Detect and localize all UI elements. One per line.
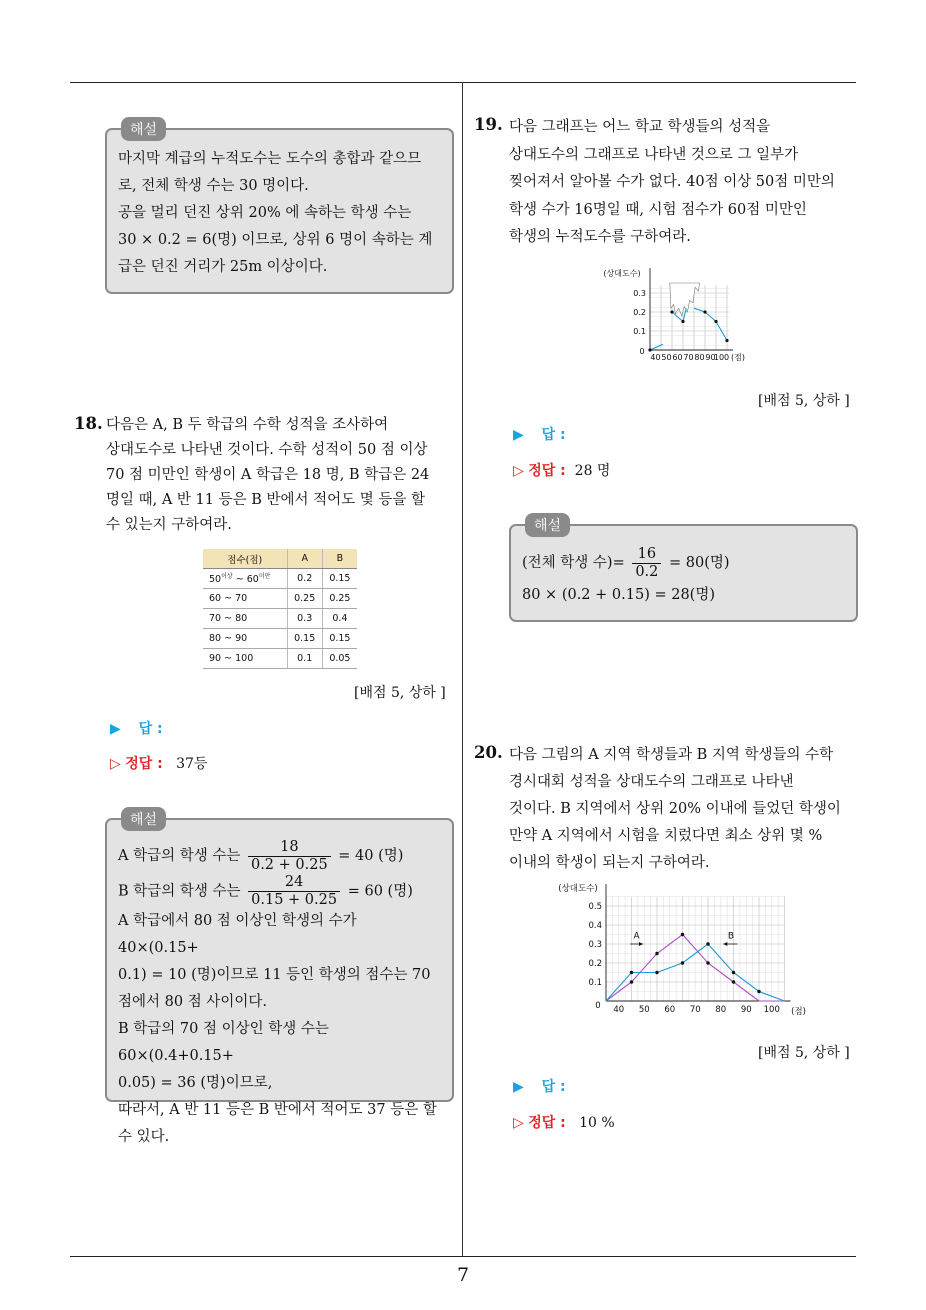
question-line: 학생 수가 16명일 때, 시험 점수가 60점 미만인 xyxy=(509,201,807,218)
relative-frequency-table xyxy=(203,549,357,669)
series-B-point xyxy=(732,971,735,974)
question-18-number: 18. xyxy=(74,414,103,433)
x-tick-label: 50 xyxy=(638,1005,650,1015)
play-icon: ▶ xyxy=(513,427,524,443)
score-range-cell: 70 ~ 80 xyxy=(203,609,287,629)
open-triangle-icon: ▷ xyxy=(513,1115,524,1131)
question-19-text xyxy=(509,114,859,252)
torn-paper-area xyxy=(670,283,700,316)
x-tick-label: 70 xyxy=(689,1005,701,1015)
explanation-line: 따라서, A 반 11 등은 B 반에서 적어도 37 등은 할 xyxy=(118,1102,437,1118)
correct-label: 정답 : xyxy=(528,1115,566,1131)
explanation-line: 0.05) = 36 (명)이므로, xyxy=(118,1075,273,1091)
question-line: 명일 때, A 반 11 등은 B 반에서 적어도 몇 등을 할 xyxy=(106,492,425,508)
question-line: 찢어져서 알아볼 수가 없다. 40점 이상 50점 미만의 xyxy=(509,174,835,190)
y-axis-label: (상대도수) xyxy=(558,884,598,894)
play-icon: ▶ xyxy=(513,1079,524,1095)
x-tick-label: 60 xyxy=(664,1005,676,1015)
top-explanation-box xyxy=(105,122,454,294)
x-tick-label: 60 xyxy=(672,353,683,362)
question-19-score: [배점 5, 상하 ] xyxy=(758,393,850,409)
table-row xyxy=(203,609,357,629)
question-line: 것이다. B 지역에서 상위 20% 이내에 들었던 학생이 xyxy=(509,801,841,817)
table-header: 점수(점) xyxy=(203,549,287,569)
data-point xyxy=(703,310,706,313)
score-range-cell: 60 ~ 70 xyxy=(203,589,287,609)
explanation-line: 급은 던진 거리가 25m 이상이다. xyxy=(118,259,328,275)
b-value-cell: 0.05 xyxy=(322,649,357,669)
correct-value: 10 % xyxy=(579,1115,615,1131)
y-tick-label: 0.2 xyxy=(588,959,602,969)
fraction: $\frac{16}{0.2}$ xyxy=(632,546,661,581)
open-triangle-icon: ▷ xyxy=(110,756,121,772)
series-a-label: A xyxy=(633,931,640,942)
torn-relative-frequency-chart xyxy=(595,262,780,368)
correct-value: 28 명 xyxy=(574,463,611,479)
fraction: $\frac{18}{0.2 + 0.25}$ xyxy=(248,839,331,874)
explanation-tag: 해설 xyxy=(121,807,166,831)
origin-label: 0 xyxy=(639,347,645,356)
answer-label: 답 : xyxy=(541,1079,566,1095)
y-tick-label: 0.3 xyxy=(588,940,602,950)
two-region-relative-frequency-chart xyxy=(548,880,820,1020)
correct-label: 정답 : xyxy=(528,463,566,479)
series-B-point xyxy=(681,961,684,964)
explanation-body xyxy=(522,544,845,609)
x-axis-unit: (점) xyxy=(791,1007,806,1017)
x-tick-label: 50 xyxy=(661,353,672,362)
series-B-point xyxy=(630,971,633,974)
page-number: 7 xyxy=(456,1264,470,1286)
open-triangle-icon: ▷ xyxy=(513,463,524,479)
explanation-line: 점에서 80 점 사이이다. xyxy=(118,994,267,1010)
table-row xyxy=(203,649,357,669)
question-20-number: 20. xyxy=(474,743,503,762)
x-tick-label: 90 xyxy=(740,1005,752,1015)
explanation-line: 0.1) = 10 (명)이므로 11 등인 학생의 점수는 70 xyxy=(118,967,431,983)
y-tick-label: 0.5 xyxy=(588,902,602,912)
table-row xyxy=(203,589,357,609)
x-tick-label: 80 xyxy=(715,1005,727,1015)
y-tick-label: 0.2 xyxy=(633,308,646,317)
explanation-line: 공을 멀리 던진 상위 20% 에 속하는 학생 수는 xyxy=(118,205,412,221)
question-18-text xyxy=(106,413,456,538)
b-value-cell: 0.25 xyxy=(322,589,357,609)
score-range-cell: 90 ~ 100 xyxy=(203,649,287,669)
x-axis-unit: (점) xyxy=(731,353,745,362)
explanation-line: 30 × 0.2 = 6(명) 이므로, 상위 6 명이 속하는 계 xyxy=(118,232,433,248)
series-b-label: B xyxy=(727,931,735,942)
table-header: A xyxy=(287,549,322,569)
question-20-answer xyxy=(513,1076,566,1096)
column-divider xyxy=(462,82,463,1256)
question-line: 학생의 누적도수를 구하여라. xyxy=(509,229,691,245)
question-line: 만약 A 지역에서 시험을 치렀다면 최소 상위 몇 % xyxy=(509,828,823,844)
explanation-body xyxy=(118,146,441,281)
question-19-correct xyxy=(513,460,610,480)
question-19-answer xyxy=(513,424,566,444)
x-tick-label: 80 xyxy=(694,353,705,362)
table-row xyxy=(203,629,357,649)
score-range-cell: 80 ~ 90 xyxy=(203,629,287,649)
explanation-line: A 학급에서 80 점 이상인 학생의 수가 40×(0.15+ xyxy=(118,913,357,956)
explanation-tag: 해설 xyxy=(121,117,166,141)
y-axis-label: (상대도수) xyxy=(603,269,641,278)
series-a-arrow-head xyxy=(639,942,643,946)
question-20-score: [배점 5, 상하 ] xyxy=(758,1045,850,1061)
play-icon: ▶ xyxy=(110,721,121,737)
question-line: 상대도수의 그래프로 나타낸 것으로 그 일부가 xyxy=(509,146,799,163)
explanation-body xyxy=(118,838,441,1151)
question-line: 이내의 학생이 되는지 구하여라. xyxy=(509,855,710,871)
x-tick-label: 100 xyxy=(713,353,730,362)
table-header: B xyxy=(322,549,357,569)
question-20-text xyxy=(509,742,864,877)
series-line xyxy=(694,308,705,312)
x-tick-label: 40 xyxy=(650,353,661,362)
y-tick-label: 0.1 xyxy=(588,978,602,988)
series-A-point xyxy=(630,980,633,983)
a-value-cell: 0.15 xyxy=(287,629,322,649)
explanation-line: 수 있다. xyxy=(118,1129,170,1145)
a-value-cell: 0.25 xyxy=(287,589,322,609)
series-A-point xyxy=(732,980,735,983)
y-tick-label: 0.3 xyxy=(633,289,646,298)
question-line: 다음 그래프는 어느 학교 학생들의 성적을 xyxy=(509,119,771,135)
series-B-point xyxy=(655,971,658,974)
series-B-point xyxy=(706,942,709,945)
series-A-point xyxy=(681,933,684,936)
b-value-cell: 0.4 xyxy=(322,609,357,629)
answer-label: 답 : xyxy=(138,721,163,737)
question-18-correct xyxy=(110,753,207,773)
explanation-line: B 학급의 학생 수는 $\frac{24}{0.15 + 0.25}$ = 60 (명) xyxy=(118,874,413,908)
data-point xyxy=(714,320,717,323)
score-range-cell: $50^{이상}$ ~ $60^{미만}$ xyxy=(203,569,287,589)
explanation-line: B 학급의 70 점 이상인 학생 수는 60×(0.4+0.15+ xyxy=(118,1021,329,1064)
series-B-point xyxy=(757,990,760,993)
series-A-point xyxy=(655,952,658,955)
answer-label: 답 : xyxy=(541,427,566,443)
question-18-score: [배점 5, 상하 ] xyxy=(354,685,446,701)
series-A-point xyxy=(706,961,709,964)
a-value-cell: 0.1 xyxy=(287,649,322,669)
explanation-line: (전체 학생 수)= $\frac{16}{0.2}$ = 80(명) xyxy=(522,545,730,580)
question-19-number: 19. xyxy=(474,115,503,134)
data-point xyxy=(648,348,651,351)
fraction: $\frac{24}{0.15 + 0.25}$ xyxy=(248,874,340,909)
correct-value: 37등 xyxy=(176,756,208,772)
question-line: 경시대회 성적을 상대도수의 그래프로 나타낸 xyxy=(509,774,794,790)
b-value-cell: 0.15 xyxy=(322,569,357,589)
explanation-line: 80 × (0.2 + 0.15) = 28(명) xyxy=(522,587,715,603)
question-line: 다음은 A, B 두 학급의 수학 성적을 조사하여 xyxy=(106,417,389,433)
question-18-explanation-box xyxy=(105,812,454,1145)
bottom-rule xyxy=(70,1256,856,1257)
explanation-line: 로, 전체 학생 수는 30 명이다. xyxy=(118,178,309,194)
explanation-line: A 학급의 학생 수는 $\frac{18}{0.2 + 0.25}$ = 40 (명) xyxy=(118,838,404,873)
question-line: 다음 그림의 A 지역 학생들과 B 지역 학생들의 수학 xyxy=(509,747,834,763)
y-tick-label: 0.4 xyxy=(588,921,602,931)
series-b-arrow-head xyxy=(723,942,727,946)
question-20-correct xyxy=(513,1112,615,1132)
a-value-cell: 0.3 xyxy=(287,609,322,629)
y-tick-label: 0.1 xyxy=(633,327,646,336)
data-point xyxy=(725,339,728,342)
x-tick-label: 90 xyxy=(705,353,716,362)
question-line: 70 점 미만인 학생이 A 학급은 18 명, B 학급은 24 xyxy=(106,467,430,483)
explanation-tag: 해설 xyxy=(525,513,570,537)
question-line: 수 있는지 구하여라. xyxy=(106,517,232,533)
x-tick-label: 100 xyxy=(763,1005,780,1015)
question-line: 상대도수로 나타낸 것이다. 수학 성적이 50 점 이상 xyxy=(106,442,428,458)
correct-label: 정답 : xyxy=(125,756,163,772)
data-point xyxy=(681,320,684,323)
top-rule xyxy=(70,82,856,83)
table-row xyxy=(203,569,357,589)
a-value-cell: 0.2 xyxy=(287,569,322,589)
x-tick-label: 70 xyxy=(683,353,694,362)
data-point xyxy=(670,310,673,313)
question-18-answer xyxy=(110,718,163,738)
origin-label: 0 xyxy=(595,1001,601,1011)
b-value-cell: 0.15 xyxy=(322,629,357,649)
x-tick-label: 40 xyxy=(613,1005,625,1015)
question-19-explanation-box xyxy=(509,518,858,622)
explanation-line: 마지막 계급의 누적도수는 도수의 총합과 같으므 xyxy=(118,151,422,167)
